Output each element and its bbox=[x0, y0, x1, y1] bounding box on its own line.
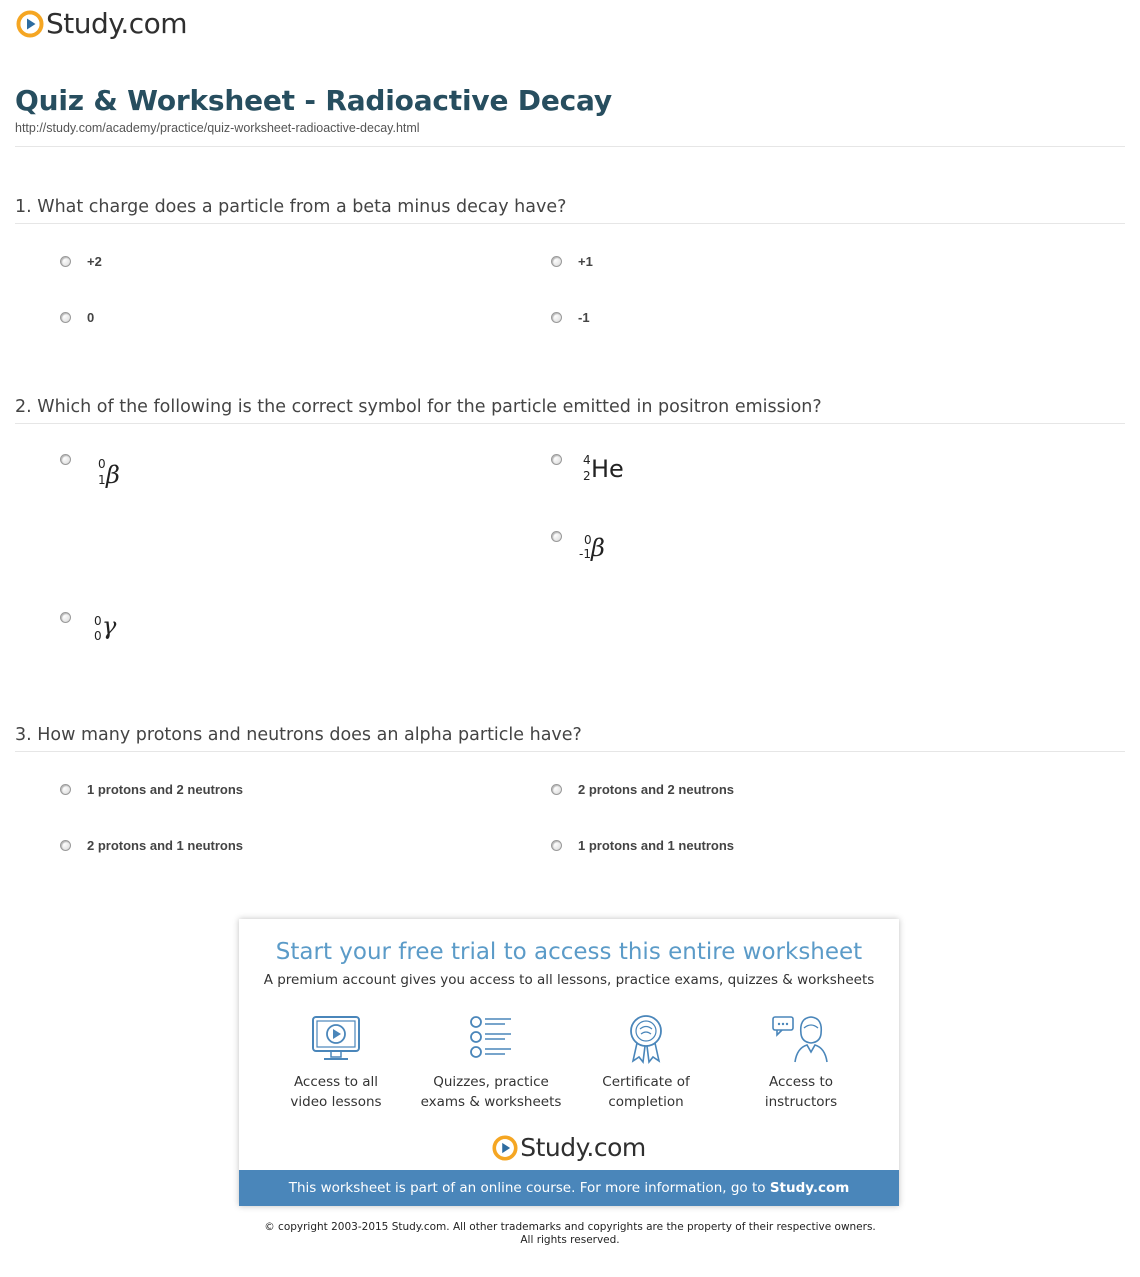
quiz-list-icon bbox=[465, 1014, 517, 1064]
nuclide-symbol bbox=[581, 452, 641, 488]
atomic-number: 0 bbox=[94, 629, 102, 643]
radio-button[interactable] bbox=[60, 312, 71, 323]
q1-option-a[interactable] bbox=[60, 254, 102, 269]
feature-label: video lessons bbox=[290, 1094, 382, 1110]
nuclide-symbol bbox=[96, 456, 136, 492]
option-label: +1 bbox=[578, 254, 593, 269]
radio-button[interactable] bbox=[60, 784, 71, 795]
option-label: +2 bbox=[87, 254, 102, 269]
feature-label: Quizzes, practice bbox=[433, 1074, 549, 1090]
option-label: 2 protons and 1 neutrons bbox=[87, 838, 244, 853]
question-2: 2. Which of the following is the correct symbol for the particle emitted in positron emission? bbox=[15, 397, 822, 417]
feature-label: Access to bbox=[768, 1074, 834, 1090]
q3-option-c[interactable] bbox=[60, 838, 243, 853]
atomic-number: 1 bbox=[98, 473, 106, 487]
rights-text: All rights reserved. bbox=[520, 1234, 620, 1246]
mass-number: 0 bbox=[98, 457, 106, 471]
copyright-footer bbox=[0, 1221, 1140, 1247]
promo-logo[interactable] bbox=[239, 1133, 899, 1162]
divider bbox=[15, 751, 1125, 752]
q2-option-b[interactable] bbox=[551, 454, 562, 465]
particle-symbol: β bbox=[591, 534, 605, 562]
feature-label: exams & worksheets bbox=[420, 1094, 562, 1110]
option-label: 1 protons and 2 neutrons bbox=[87, 782, 244, 797]
certificate-icon bbox=[620, 1014, 672, 1064]
divider bbox=[15, 423, 1125, 424]
question-1: 1. What charge does a particle from a beta minus decay have? bbox=[15, 197, 567, 217]
mass-number: 0 bbox=[584, 533, 592, 547]
page-url: http://study.com/academy/practice/quiz-worksheet-radioactive-decay.html bbox=[15, 121, 420, 135]
question-3: 3. How many protons and neutrons does an alpha particle have? bbox=[15, 725, 582, 745]
option-label: 2 protons and 2 neutrons bbox=[578, 782, 735, 797]
divider bbox=[15, 223, 1125, 224]
mass-number: 4 bbox=[583, 453, 591, 467]
radio-button[interactable] bbox=[551, 312, 562, 323]
instructor-icon bbox=[771, 1014, 831, 1064]
q3-option-a[interactable] bbox=[60, 782, 243, 797]
page-title: Quiz & Worksheet - Radioactive Decay bbox=[15, 84, 612, 117]
promo-subtitle: A premium account gives you access to all lessons, practice exams, quizzes & worksheets bbox=[263, 972, 875, 988]
feature-label: completion bbox=[608, 1094, 684, 1110]
radio-button[interactable] bbox=[60, 840, 71, 851]
logo-text: Study.com bbox=[520, 1133, 646, 1162]
q2-option-a[interactable] bbox=[60, 454, 71, 465]
q1-option-c[interactable] bbox=[60, 310, 94, 325]
radio-button[interactable] bbox=[551, 531, 562, 542]
promo-title[interactable]: Start your free trial to access this entire worksheet bbox=[275, 939, 863, 965]
radio-button[interactable] bbox=[551, 256, 562, 267]
feature-label: instructors bbox=[764, 1094, 838, 1110]
q3-option-d[interactable] bbox=[551, 838, 734, 853]
atomic-number: -1 bbox=[579, 547, 591, 561]
radio-button[interactable] bbox=[60, 612, 71, 623]
atomic-number: 2 bbox=[583, 469, 591, 483]
study-link[interactable]: Study.com bbox=[769, 1180, 850, 1196]
play-logo-icon bbox=[492, 1135, 518, 1161]
feature-label: Certificate of bbox=[602, 1074, 690, 1090]
study-logo[interactable] bbox=[16, 9, 187, 39]
feature-video-lessons bbox=[261, 1014, 411, 1112]
video-lesson-icon bbox=[310, 1014, 362, 1064]
q1-option-b[interactable] bbox=[551, 254, 593, 269]
q2-option-c[interactable] bbox=[551, 531, 562, 542]
feature-certificate bbox=[571, 1014, 721, 1112]
option-label: 0 bbox=[87, 310, 95, 325]
nuclide-symbol bbox=[92, 610, 132, 646]
promo-bar-text: This worksheet is part of an online course. For more information, go to bbox=[288, 1180, 770, 1196]
q2-option-d[interactable] bbox=[60, 612, 71, 623]
option-label: -1 bbox=[578, 310, 590, 325]
q3-option-b[interactable] bbox=[551, 782, 734, 797]
feature-instructors bbox=[726, 1014, 876, 1112]
promo-info-bar bbox=[239, 1170, 899, 1206]
feature-quizzes bbox=[416, 1014, 566, 1112]
radio-button[interactable] bbox=[551, 454, 562, 465]
radio-button[interactable] bbox=[60, 256, 71, 267]
option-label: 1 protons and 1 neutrons bbox=[578, 838, 735, 853]
divider bbox=[15, 146, 1125, 147]
copyright-text: © copyright 2003-2015 Study.com. All other trademarks and copyrights are the property of their respective owners. bbox=[264, 1221, 876, 1233]
q1-option-d[interactable] bbox=[551, 310, 590, 325]
nuclide-symbol bbox=[577, 532, 627, 568]
free-trial-promo[interactable] bbox=[239, 919, 899, 1206]
mass-number: 0 bbox=[94, 614, 102, 628]
particle-symbol: He bbox=[591, 455, 624, 483]
play-logo-icon bbox=[16, 10, 44, 38]
radio-button[interactable] bbox=[551, 784, 562, 795]
radio-button[interactable] bbox=[60, 454, 71, 465]
particle-symbol: γ bbox=[102, 612, 117, 640]
logo-text: Study.com bbox=[46, 7, 188, 40]
radio-button[interactable] bbox=[551, 840, 562, 851]
particle-symbol: β bbox=[106, 461, 120, 489]
feature-label: Access to all bbox=[293, 1074, 379, 1090]
